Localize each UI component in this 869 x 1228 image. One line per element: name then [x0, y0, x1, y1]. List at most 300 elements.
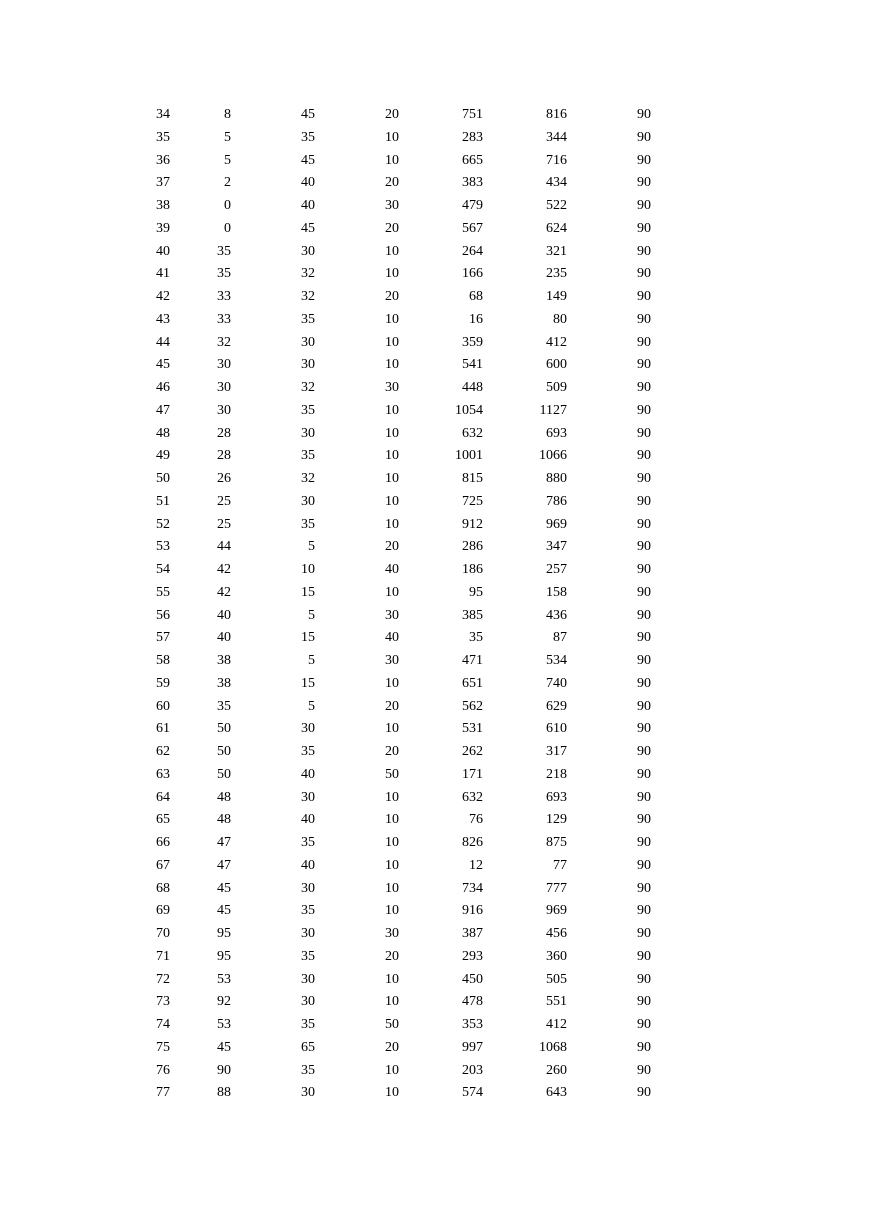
table-cell: 48 [217, 789, 231, 805]
table-cell: 33 [217, 311, 231, 327]
table-cell: 49 [156, 448, 170, 464]
table-cell: 30 [385, 198, 399, 213]
table-cell: 48 [217, 812, 231, 828]
table-cell: 347 [546, 539, 567, 555]
table-cell: 90 [637, 926, 651, 941]
table-cell: 471 [462, 653, 483, 668]
table-cell: 30 [301, 243, 315, 259]
table-cell: 478 [462, 994, 483, 1010]
table-cell: 45 [301, 152, 315, 168]
table-row [0, 536, 651, 559]
table-row [0, 991, 651, 1014]
table-cell: 50 [217, 721, 231, 737]
table-cell: 58 [156, 653, 170, 668]
data-table [0, 104, 651, 1105]
table-cell: 35 [301, 311, 315, 327]
table-cell: 90 [637, 402, 651, 418]
table-cell: 35 [217, 266, 231, 282]
table-cell: 30 [385, 607, 399, 623]
table-cell: 38 [217, 675, 231, 691]
table-cell: 63 [156, 766, 170, 782]
table-cell: 90 [637, 630, 651, 646]
table-cell: 90 [637, 289, 651, 304]
table-cell: 610 [546, 721, 567, 737]
table-cell: 30 [385, 653, 399, 668]
table-cell: 90 [637, 243, 651, 259]
table-cell: 90 [637, 266, 651, 282]
table-cell: 20 [385, 220, 399, 236]
table-cell: 40 [156, 243, 170, 259]
table-cell: 15 [301, 630, 315, 646]
table-cell: 235 [546, 266, 567, 282]
table-cell: 562 [462, 698, 483, 714]
table-cell: 65 [301, 1039, 315, 1055]
table-row [0, 286, 651, 309]
table-cell: 1001 [455, 448, 483, 464]
table-cell: 436 [546, 607, 567, 623]
table-cell: 35 [301, 1062, 315, 1078]
table-cell: 90 [637, 334, 651, 350]
table-cell: 632 [462, 425, 483, 441]
table-row [0, 627, 651, 650]
table-cell: 90 [637, 448, 651, 464]
table-cell: 10 [385, 129, 399, 145]
table-cell: 90 [637, 1017, 651, 1032]
table-cell: 40 [385, 630, 399, 646]
table-cell: 20 [385, 698, 399, 714]
table-cell: 10 [385, 516, 399, 532]
table-cell: 522 [546, 198, 567, 213]
table-cell: 90 [637, 425, 651, 441]
table-row [0, 309, 651, 332]
table-cell: 90 [637, 107, 651, 122]
table-cell: 5 [224, 129, 231, 145]
table-cell: 32 [217, 334, 231, 350]
table-row [0, 923, 651, 946]
table-cell: 629 [546, 698, 567, 714]
table-cell: 40 [217, 630, 231, 646]
table-cell: 32 [301, 471, 315, 486]
table-cell: 30 [301, 493, 315, 509]
table-cell: 92 [217, 994, 231, 1010]
table-cell: 353 [462, 1017, 483, 1032]
table-cell: 90 [217, 1062, 231, 1078]
table-cell: 90 [637, 539, 651, 555]
table-cell: 10 [385, 425, 399, 441]
table-cell: 35 [217, 698, 231, 714]
table-cell: 57 [156, 630, 170, 646]
table-cell: 25 [217, 516, 231, 532]
table-cell: 50 [385, 1017, 399, 1032]
table-cell: 10 [385, 812, 399, 828]
table-cell: 260 [546, 1062, 567, 1078]
table-cell: 10 [385, 357, 399, 373]
table-cell: 42 [156, 289, 170, 304]
table-cell: 90 [637, 698, 651, 714]
table-cell: 30 [385, 926, 399, 941]
table-cell: 40 [301, 766, 315, 782]
table-cell: 45 [217, 880, 231, 896]
table-cell: 257 [546, 562, 567, 577]
table-cell: 10 [385, 311, 399, 327]
table-cell: 36 [156, 152, 170, 168]
table-cell: 35 [301, 744, 315, 759]
table-cell: 32 [301, 266, 315, 282]
table-cell: 38 [156, 198, 170, 213]
table-cell: 47 [217, 857, 231, 873]
table-cell: 716 [546, 152, 567, 168]
table-cell: 30 [301, 334, 315, 350]
table-cell: 321 [546, 243, 567, 259]
table-cell: 0 [224, 220, 231, 236]
table-cell: 90 [637, 653, 651, 668]
table-cell: 35 [217, 243, 231, 259]
table-cell: 90 [637, 1062, 651, 1078]
table-row [0, 605, 651, 628]
table-cell: 64 [156, 789, 170, 805]
table-cell: 44 [156, 334, 170, 350]
table-cell: 149 [546, 289, 567, 304]
table-cell: 30 [385, 380, 399, 395]
table-cell: 383 [462, 175, 483, 191]
table-cell: 30 [301, 789, 315, 805]
table-cell: 875 [546, 835, 567, 850]
table-cell: 20 [385, 948, 399, 964]
table-cell: 10 [301, 562, 315, 577]
table-cell: 90 [637, 1085, 651, 1101]
table-cell: 61 [156, 721, 170, 737]
table-row [0, 946, 651, 969]
table-row [0, 1037, 651, 1060]
table-cell: 30 [217, 357, 231, 373]
table-cell: 90 [637, 812, 651, 828]
table-cell: 5 [308, 607, 315, 623]
table-row [0, 241, 651, 264]
table-cell: 56 [156, 607, 170, 623]
table-row [0, 1060, 651, 1083]
table-cell: 62 [156, 744, 170, 759]
table-row [0, 491, 651, 514]
table-cell: 534 [546, 653, 567, 668]
table-cell: 90 [637, 562, 651, 577]
table-cell: 286 [462, 539, 483, 555]
table-cell: 73 [156, 994, 170, 1010]
table-cell: 35 [301, 1017, 315, 1032]
table-cell: 25 [217, 493, 231, 509]
table-cell: 47 [217, 835, 231, 850]
table-cell: 10 [385, 152, 399, 168]
table-cell: 734 [462, 880, 483, 896]
table-cell: 1054 [455, 402, 483, 418]
table-cell: 76 [469, 812, 483, 828]
table-row [0, 377, 651, 400]
table-cell: 264 [462, 243, 483, 259]
table-cell: 28 [217, 425, 231, 441]
table-cell: 44 [217, 539, 231, 555]
table-cell: 448 [462, 380, 483, 395]
table-cell: 10 [385, 471, 399, 486]
table-cell: 10 [385, 903, 399, 919]
table-cell: 90 [637, 380, 651, 395]
table-cell: 26 [217, 471, 231, 486]
table-cell: 90 [637, 766, 651, 782]
table-cell: 39 [156, 220, 170, 236]
table-cell: 10 [385, 334, 399, 350]
table-row [0, 1082, 651, 1105]
table-cell: 359 [462, 334, 483, 350]
table-cell: 10 [385, 880, 399, 896]
table-cell: 87 [553, 630, 567, 646]
table-cell: 40 [217, 607, 231, 623]
table-row [0, 900, 651, 923]
table-cell: 10 [385, 493, 399, 509]
table-row [0, 514, 651, 537]
table-cell: 53 [217, 1017, 231, 1032]
table-cell: 20 [385, 1039, 399, 1055]
table-cell: 665 [462, 152, 483, 168]
table-cell: 34 [156, 107, 170, 122]
table-cell: 10 [385, 402, 399, 418]
table-cell: 30 [301, 425, 315, 441]
table-cell: 815 [462, 471, 483, 486]
table-cell: 5 [308, 539, 315, 555]
table-cell: 262 [462, 744, 483, 759]
table-cell: 42 [217, 584, 231, 600]
table-cell: 16 [469, 311, 483, 327]
table-cell: 90 [637, 789, 651, 805]
table-row [0, 150, 651, 173]
table-cell: 10 [385, 1085, 399, 1101]
table-cell: 90 [637, 584, 651, 600]
table-cell: 20 [385, 744, 399, 759]
table-cell: 293 [462, 948, 483, 964]
table-cell: 90 [637, 721, 651, 737]
table-row [0, 582, 651, 605]
table-cell: 32 [301, 289, 315, 304]
table-cell: 68 [156, 880, 170, 896]
table-cell: 186 [462, 562, 483, 577]
table-cell: 509 [546, 380, 567, 395]
table-cell: 786 [546, 493, 567, 509]
table-cell: 90 [637, 1039, 651, 1055]
table-cell: 47 [156, 402, 170, 418]
table-row [0, 764, 651, 787]
table-cell: 643 [546, 1085, 567, 1101]
table-cell: 35 [301, 835, 315, 850]
table-cell: 40 [301, 175, 315, 191]
table-row [0, 332, 651, 355]
table-cell: 10 [385, 584, 399, 600]
table-cell: 35 [301, 903, 315, 919]
table-cell: 90 [637, 857, 651, 873]
table-cell: 412 [546, 1017, 567, 1032]
table-cell: 53 [156, 539, 170, 555]
table-row [0, 127, 651, 150]
table-cell: 5 [224, 152, 231, 168]
table-cell: 45 [301, 220, 315, 236]
table-cell: 90 [637, 357, 651, 373]
table-cell: 45 [217, 1039, 231, 1055]
table-row [0, 650, 651, 673]
table-cell: 90 [637, 152, 651, 168]
table-cell: 35 [301, 402, 315, 418]
table-cell: 40 [301, 198, 315, 213]
table-cell: 651 [462, 675, 483, 691]
table-cell: 30 [301, 971, 315, 987]
table-cell: 54 [156, 562, 170, 577]
table-row [0, 787, 651, 810]
table-cell: 632 [462, 789, 483, 805]
table-cell: 90 [637, 220, 651, 236]
table-cell: 90 [637, 971, 651, 987]
table-cell: 71 [156, 948, 170, 964]
table-cell: 90 [637, 948, 651, 964]
table-row [0, 195, 651, 218]
table-cell: 360 [546, 948, 567, 964]
table-cell: 50 [156, 471, 170, 486]
table-cell: 45 [217, 903, 231, 919]
table-cell: 10 [385, 971, 399, 987]
table-cell: 166 [462, 266, 483, 282]
table-cell: 693 [546, 789, 567, 805]
table-cell: 66 [156, 835, 170, 850]
table-cell: 43 [156, 311, 170, 327]
table-cell: 90 [637, 311, 651, 327]
table-cell: 90 [637, 129, 651, 145]
table-cell: 40 [301, 812, 315, 828]
table-cell: 600 [546, 357, 567, 373]
table-cell: 10 [385, 835, 399, 850]
table-cell: 10 [385, 1062, 399, 1078]
table-cell: 997 [462, 1039, 483, 1055]
table-cell: 67 [156, 857, 170, 873]
table-cell: 10 [385, 789, 399, 805]
table-cell: 35 [301, 448, 315, 464]
table-cell: 80 [553, 311, 567, 327]
table-cell: 1068 [539, 1039, 567, 1055]
table-cell: 77 [553, 857, 567, 873]
table-cell: 40 [301, 857, 315, 873]
table-cell: 1066 [539, 448, 567, 464]
table-cell: 574 [462, 1085, 483, 1101]
table-cell: 70 [156, 926, 170, 941]
table-row [0, 809, 651, 832]
table-cell: 2 [224, 175, 231, 191]
data-table-body [0, 104, 651, 1105]
table-row [0, 423, 651, 446]
table-cell: 969 [546, 903, 567, 919]
table-cell: 37 [156, 175, 170, 191]
table-cell: 20 [385, 107, 399, 122]
table-cell: 693 [546, 425, 567, 441]
table-cell: 52 [156, 516, 170, 532]
table-cell: 969 [546, 516, 567, 532]
table-row [0, 559, 651, 582]
table-cell: 8 [224, 107, 231, 122]
table-row [0, 673, 651, 696]
table-cell: 30 [301, 1085, 315, 1101]
table-cell: 72 [156, 971, 170, 987]
table-cell: 90 [637, 607, 651, 623]
table-cell: 90 [637, 198, 651, 213]
table-cell: 76 [156, 1062, 170, 1078]
table-cell: 65 [156, 812, 170, 828]
table-cell: 35 [469, 630, 483, 646]
table-cell: 50 [217, 766, 231, 782]
table-cell: 95 [217, 948, 231, 964]
table-row [0, 172, 651, 195]
table-cell: 90 [637, 835, 651, 850]
table-cell: 50 [217, 744, 231, 759]
table-cell: 90 [637, 880, 651, 896]
table-cell: 30 [301, 926, 315, 941]
table-cell: 0 [224, 198, 231, 213]
table-cell: 777 [546, 880, 567, 896]
table-cell: 479 [462, 198, 483, 213]
table-cell: 88 [217, 1085, 231, 1101]
table-cell: 10 [385, 857, 399, 873]
table-row [0, 354, 651, 377]
table-cell: 95 [217, 926, 231, 941]
table-cell: 35 [301, 516, 315, 532]
table-cell: 15 [301, 675, 315, 691]
table-row [0, 855, 651, 878]
table-cell: 59 [156, 675, 170, 691]
table-row [0, 468, 651, 491]
table-row [0, 696, 651, 719]
table-cell: 531 [462, 721, 483, 737]
table-row [0, 263, 651, 286]
table-cell: 90 [637, 493, 651, 509]
table-row [0, 832, 651, 855]
table-cell: 20 [385, 175, 399, 191]
table-cell: 412 [546, 334, 567, 350]
table-cell: 158 [546, 584, 567, 600]
table-cell: 541 [462, 357, 483, 373]
table-cell: 90 [637, 471, 651, 486]
table-cell: 15 [301, 584, 315, 600]
table-cell: 33 [217, 289, 231, 304]
table-cell: 50 [385, 766, 399, 782]
table-cell: 505 [546, 971, 567, 987]
table-cell: 30 [217, 402, 231, 418]
table-cell: 387 [462, 926, 483, 941]
table-cell: 90 [637, 994, 651, 1010]
table-cell: 32 [301, 380, 315, 395]
table-cell: 880 [546, 471, 567, 486]
table-cell: 912 [462, 516, 483, 532]
table-row [0, 445, 651, 468]
table-cell: 30 [301, 994, 315, 1010]
table-cell: 20 [385, 539, 399, 555]
table-cell: 90 [637, 903, 651, 919]
table-row [0, 218, 651, 241]
table-row [0, 1014, 651, 1037]
table-cell: 10 [385, 994, 399, 1010]
table-cell: 344 [546, 129, 567, 145]
table-cell: 567 [462, 220, 483, 236]
table-cell: 55 [156, 584, 170, 600]
table-row [0, 878, 651, 901]
table-cell: 10 [385, 675, 399, 691]
table-cell: 456 [546, 926, 567, 941]
table-cell: 218 [546, 766, 567, 782]
table-cell: 28 [217, 448, 231, 464]
table-cell: 35 [301, 129, 315, 145]
table-cell: 74 [156, 1017, 170, 1032]
table-cell: 816 [546, 107, 567, 122]
table-cell: 5 [308, 653, 315, 668]
